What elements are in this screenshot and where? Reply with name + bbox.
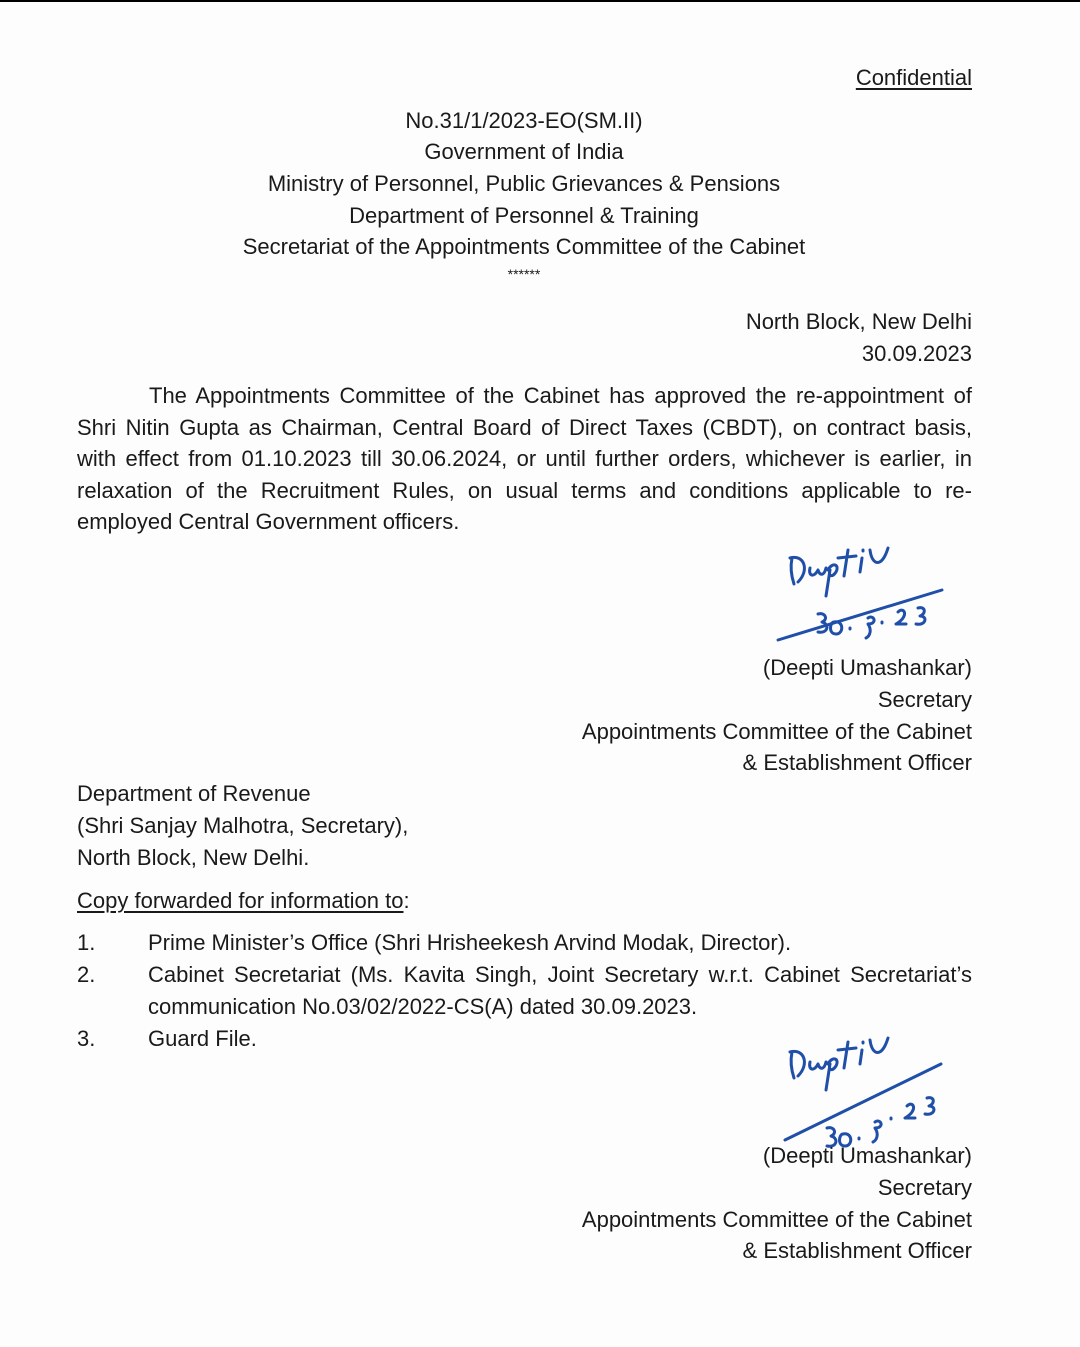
confidential-label: Confidential: [855, 65, 972, 90]
handwritten-signature: [770, 540, 960, 655]
list-number: 1.: [77, 930, 96, 955]
list-number: 2.: [77, 962, 96, 987]
place: North Block, New Delhi: [745, 309, 972, 334]
government-line: Government of India: [424, 139, 624, 164]
copy-forwarded-heading: [77, 885, 410, 917]
list-number: 3.: [77, 1026, 96, 1051]
department-line: Department of Personnel & Training: [349, 203, 699, 228]
signatory-title: Secretary: [877, 1175, 972, 1200]
order-body: The Appointments Committee of the Cabinet has approved the re-appointment of Shri Nitin Gupta as Chairman, Central Board of Direct Taxes (CBDT), on contract basis, with effect from 01.10.2023 till 30.06.2024, or until further orders, whichever is earlier, in relaxation of the Recruitment Rules, on usual terms and conditions applicable to re-employed Central Government officers.: [77, 383, 972, 534]
signatory-title: Secretary: [877, 687, 972, 712]
issue-date: 30.09.2023: [861, 341, 972, 366]
file-number: No.31/1/2023-EO(SM.II): [405, 108, 643, 133]
signatory-name: (Deepti Umashankar): [762, 1143, 972, 1168]
ministry-line: Ministry of Personnel, Public Grievances & Pensions: [267, 171, 781, 196]
addressee-line-2: (Shri Sanjay Malhotra, Secretary),: [77, 813, 409, 838]
copy-heading-text: Copy forwarded for information to: [77, 888, 404, 913]
addressee-line-1: Department of Revenue: [77, 781, 311, 806]
signatory-org: Appointments Committee of the Cabinet: [581, 719, 972, 744]
list-text: Cabinet Secretariat (Ms. Kavita Singh, Joint Secretary w.r.t. Cabinet Secretariat’s communication No.03/02/2022-CS(A) dated 30.09.2023.: [148, 962, 972, 1019]
list-item: [77, 927, 972, 959]
handwritten-signature: [775, 1020, 965, 1150]
addressee-line-3: North Block, New Delhi.: [77, 845, 310, 870]
list-item: [77, 959, 972, 1023]
signatory-name: (Deepti Umashankar): [762, 655, 972, 680]
top-border: [0, 0, 1080, 2]
signatory-org: Appointments Committee of the Cabinet: [581, 1207, 972, 1232]
copy-heading-colon: :: [403, 888, 410, 913]
signatory-role: & Establishment Officer: [742, 1238, 972, 1263]
list-text: Prime Minister’s Office (Shri Hrisheekesh Arvind Modak, Director).: [148, 930, 792, 955]
list-text: Guard File.: [148, 1026, 257, 1051]
secretariat-line: Secretariat of the Appointments Committee of the Cabinet: [242, 234, 806, 259]
signatory-role: & Establishment Officer: [742, 750, 972, 775]
separator-stars: ******: [507, 266, 541, 282]
